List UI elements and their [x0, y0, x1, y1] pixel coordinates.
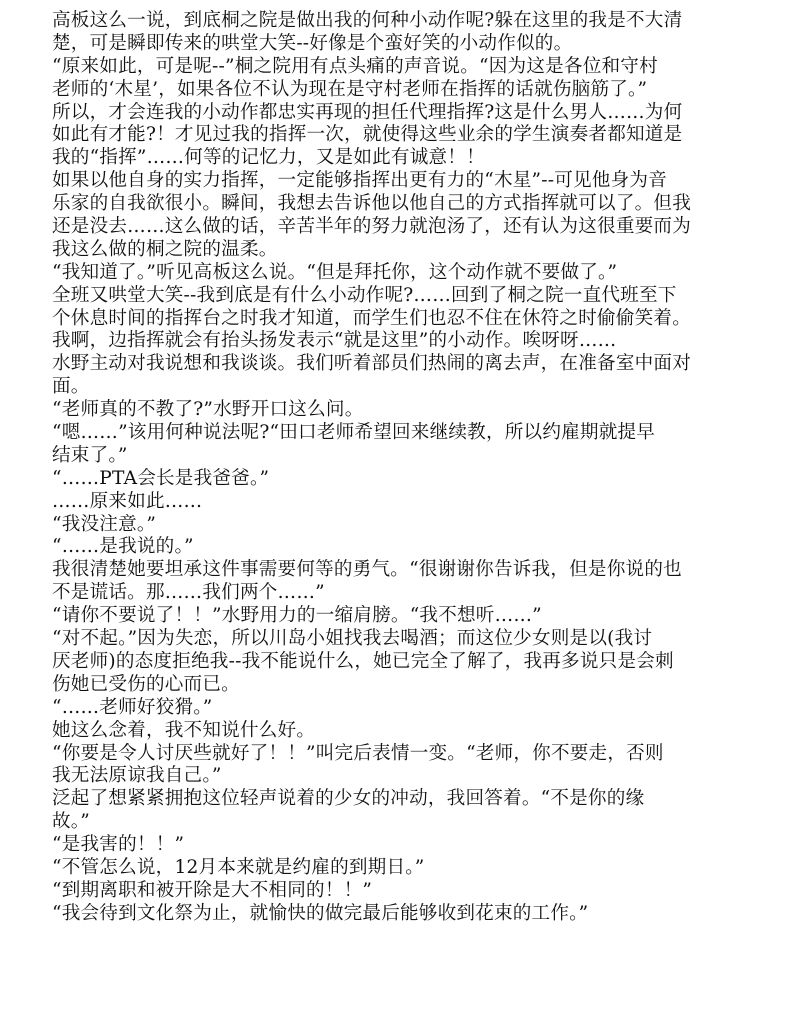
text-line: 我很清楚她要坦承这件事需要何等的勇气。“很谢谢你告诉我，但是你说的也 [52, 559, 682, 581]
text-line: “……是我说的。” [52, 536, 194, 558]
text-line: “我没注意。” [52, 513, 157, 535]
text-line: “对不起。”因为失恋，所以川岛小姐找我去喝酒；而这位少女则是以(我讨 [52, 628, 653, 650]
text-line: “……PTA会长是我爸爸。” [52, 467, 270, 489]
text-line: 老师的‘木星’，如果各位不认为现在是守村老师在指挥的话就伤脑筋了。” [52, 78, 648, 100]
text-line: 如果以他自身的实力指挥，一定能够指挥出更有力的“木星”--可见他身为音 [52, 170, 667, 192]
text-line: “是我害的！！” [52, 834, 185, 856]
text-line: “老师真的不教了?”水野开口这么问。 [52, 399, 364, 421]
text-line: 结束了。” [52, 444, 128, 466]
text-line: 厌老师)的态度拒绝我--我不能说什么，她已完全了解了，我再多说只是会刺 [52, 650, 674, 672]
text-line: 我的“指挥”……何等的记忆力，又是如此有诚意！！ [52, 147, 485, 169]
text-line: 我无法原谅我自己。” [52, 765, 222, 787]
text-line: “请你不要说了！！”水野用力的一缩肩膀。“我不想听……” [52, 605, 542, 627]
text-line: 面。 [52, 376, 90, 398]
text-line: “嗯……”该用何种说法呢?“田口老师希望回来继续教，所以约雇期就提早 [52, 422, 656, 444]
text-line: 乐家的自我欲很小。瞬间，我想去告诉他以他自己的方式指挥就可以了。但我 [52, 193, 691, 215]
text-line: ……原来如此…… [52, 490, 203, 512]
text-line: “到期离职和被开除是大不相同的！！” [52, 879, 373, 901]
text-line: “你要是令人讨厌些就好了！！”叫完后表情一变。“老师，你不要走，否则 [52, 742, 664, 764]
text-line: “我知道了。”听见高板这么说。“但是拜托你，这个动作就不要做了。” [52, 261, 618, 283]
text-line: 所以，才会连我的小动作都忠实再现的担任代理指挥?这是什么男人……为何 [52, 101, 683, 123]
text-line: 我这么做的桐之院的温柔。 [52, 238, 278, 260]
text-line: 我啊，边指挥就会有抬头扬发表示“就是这里”的小动作。唉呀呀…… [52, 330, 617, 352]
text-line: “原来如此，可是呢--”桐之院用有点头痛的声音说。“因为这是各位和守村 [52, 55, 658, 77]
text-line: 伤她已受伤的心而已。 [52, 673, 240, 695]
text-line: 全班又哄堂大笑--我到底是有什么小动作呢?……回到了桐之院一直代班至下 [52, 284, 677, 306]
text-line: “我会待到文化祭为止，就愉快的做完最后能够收到花束的工作。” [52, 902, 589, 924]
text-line: 如此有才能?！才见过我的指挥一次，就使得这些业余的学生演奏者都知道是 [52, 124, 683, 146]
text-line: 高板这么一说，到底桐之院是做出我的何种小动作呢?躲在这里的我是不大清 [52, 10, 683, 31]
text-line: “……老师好狡猾。” [52, 696, 213, 718]
text-line: 水野主动对我说想和我谈谈。我们听着部员们热闹的离去声，在准备室中面对 [52, 353, 691, 375]
text-line: “不管怎么说，12月本来就是约雇的到期日。” [52, 856, 425, 878]
text-line: 故。” [52, 811, 90, 833]
text-line: 她这么念着，我不知说什么好。 [52, 719, 316, 741]
text-line: 个休息时间的指挥台之时我才知道，而学生们也忍不住在休符之时偷偷笑着。 [52, 307, 691, 329]
text-line: 楚，可是瞬即传来的哄堂大笑--好像是个蛮好笑的小动作似的。 [52, 32, 573, 54]
document-page [52, 10, 752, 926]
text-line: 还是没去……这么做的话，辛苦半年的努力就泡汤了，还有认为这很重要而为 [52, 216, 691, 238]
text-line: 泛起了想紧紧拥抱这位轻声说着的少女的冲动，我回答着。“不是你的缘 [52, 788, 645, 810]
text-line: 不是谎话。那……我们两个……” [52, 582, 325, 604]
